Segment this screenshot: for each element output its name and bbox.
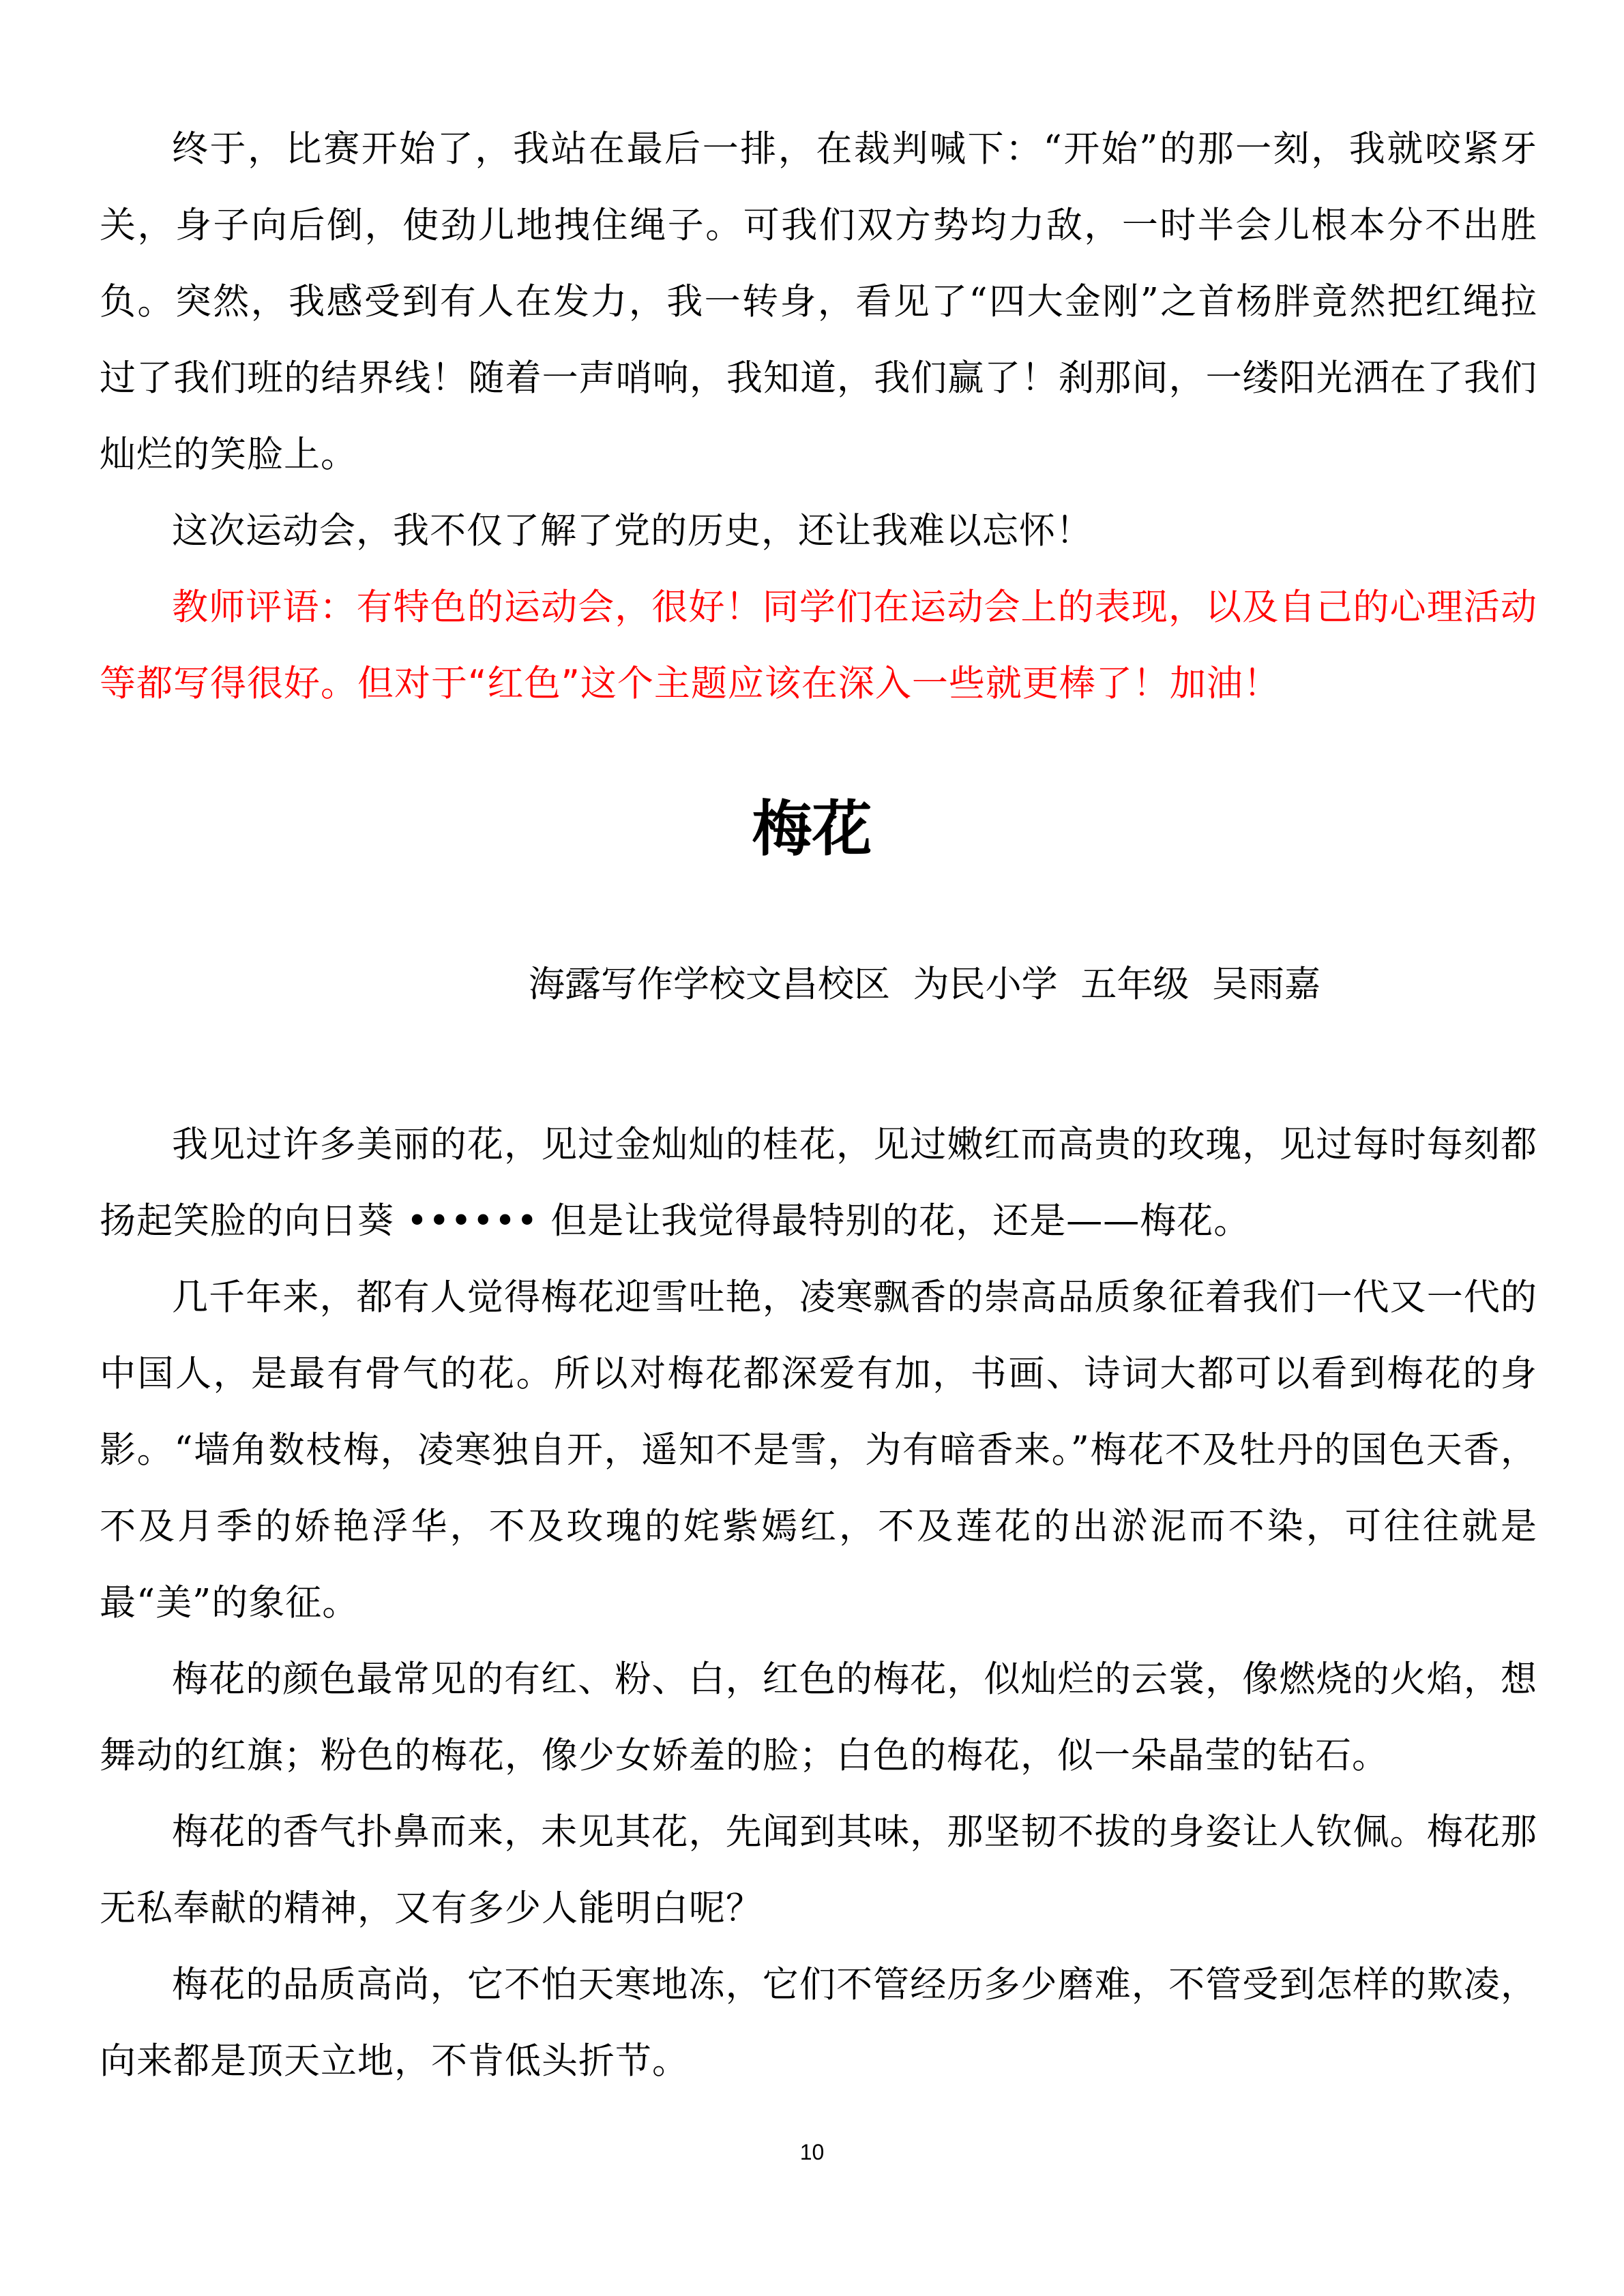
essay1-paragraph-2: 这次运动会，我不仅了解了党的历史，还让我难以忘怀！ [172,510,1093,552]
teacher-comment: 教师评语：有特色的运动会，很好！同学们在运动会上的表现，以及自己的心理活动等都写得很好。但对于“红色”这个主题应该在深入一些就更棒了！加油！ [100,586,1537,704]
essay2-paragraph-5: 梅花的品质高尚，它不怕天寒地冻，它们不管经历多少磨难，不管受到怎样的欺凌，向来都是顶天立地，不肯低头折节。 [100,1964,1537,2082]
essay2-paragraph-4: 梅花的香气扑鼻而来，未见其花，先闻到其味，那坚韧不拔的身姿让人钦佩。梅花那无私奉献的精神，又有多少人能明白呢？ [100,1811,1537,1929]
page-number: 10 [799,2140,825,2164]
essay2-body [100,1107,1537,2100]
essay2-paragraph-2: 几千年来，都有人觉得梅花迎雪吐艳，凌寒飘香的崇高品质象征着我们一代又一代的中国人，是最有骨气的花。所以对梅花都深爱有加，书画、诗词大都可以看到梅花的身影。“墙角数枝梅，凌寒独自开，遥知不是雪，为有暗香来。”梅花不及牡丹的国色天香，不及月季的娇艳浮华，不及玫瑰的姹紫嫣红，不及莲花的出淤泥而不染，可往往就是最“美”的象征。 [100,1277,1537,1624]
essay-title: 梅花 [752,794,872,864]
essay1-body [100,111,1537,722]
essay2-paragraph-3: 梅花的颜色最常见的有红、粉、白，红色的梅花，似灿烂的云裳，像燃烧的火焰，想舞动的红旗；粉色的梅花，像少女娇羞的脸；白色的梅花，似一朵晶莹的钻石。 [100,1658,1537,1776]
essay2-paragraph-1: 我见过许多美丽的花，见过金灿灿的桂花，见过嫩红而高贵的玫瑰，见过每时每刻都扬起笑脸的向日葵 •••••• 但是让我觉得最特别的花，还是——梅花。 [100,1124,1537,1242]
essay1-paragraph-1: 终于，比赛开始了，我站在最后一排，在裁判喊下：“开始”的那一刻，我就咬紧牙关，身子向后倒，使劲儿地拽住绳子。可我们双方势均力敌，一时半会儿根本分不出胜负。突然，我感受到有人在发力，我一转身，看见了“四大金刚”之首杨胖竟然把红绳拉过了我们班的结界线！随着一声哨响，我知道，我们赢了！刹那间，一缕阳光洒在了我们灿烂的笑脸上。 [100,128,1537,475]
essay-byline: 海露写作学校文昌校区 为民小学 五年级 吴雨嘉 [528,964,1321,1005]
